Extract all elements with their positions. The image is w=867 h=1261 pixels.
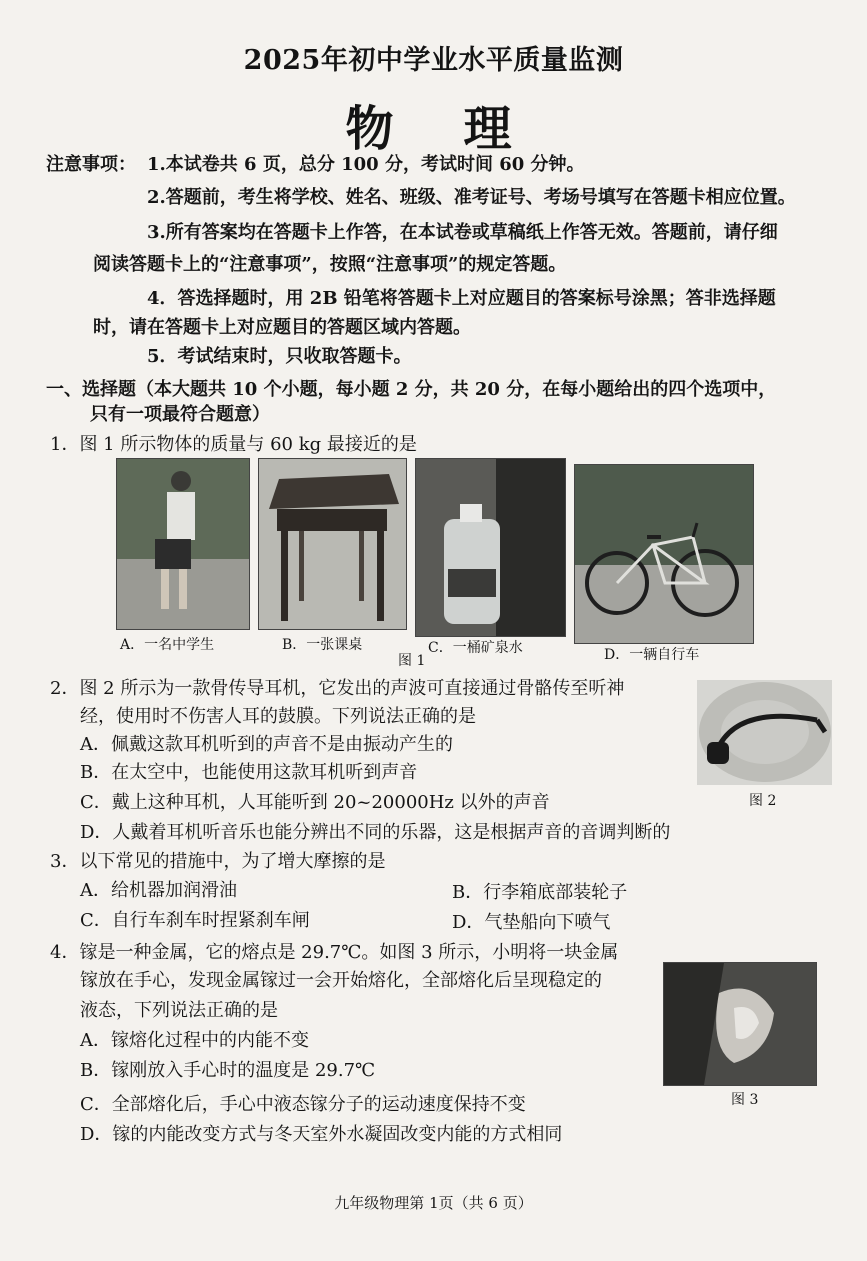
q2-option-d: D．人戴着耳机听音乐也能分辨出不同的乐器，这是根据声音的音调判断的 (80, 822, 671, 843)
q4-stem-cont-1: 镓放在手心，发现金属镓过一会开始熔化，全部熔化后呈现稳定的 (80, 970, 602, 991)
page-footer: 九年级物理第 1页（共 6 页） (334, 1194, 533, 1212)
note-5: 5．考试结束时，只收取答题卡。 (147, 346, 412, 367)
q3-option-a: A．给机器加润滑油 (80, 880, 237, 901)
headphone-image (697, 680, 832, 785)
bicycle-photo (574, 464, 754, 644)
q2-option-a: A．佩戴这款耳机听到的声音不是由振动产生的 (80, 734, 453, 755)
subject-title: 物理 (345, 101, 582, 157)
q4-stem: 4．镓是一种金属，它的熔点是 29.7℃。如图 3 所示，小明将一块金属 (50, 942, 619, 963)
q4-stem-cont-2: 液态，下列说法正确的是 (80, 1000, 278, 1021)
q4-option-c: C．全部熔化后，手心中液态镓分子的运动速度保持不变 (80, 1094, 526, 1115)
gallium-photo (663, 962, 817, 1086)
figure-1-label: 图 1 (398, 653, 426, 669)
q1-stem: 1．图 1 所示物体的质量与 60 kg 最接近的是 (50, 434, 417, 455)
q1-option-c: C．一桶矿泉水 (428, 640, 523, 656)
desk-photo (258, 458, 407, 630)
notes-label: 注意事项： (46, 154, 136, 175)
figure-2-label: 图 2 (749, 793, 777, 809)
student-image (117, 459, 249, 629)
q3-option-c: C．自行车刹车时捏紧刹车闸 (80, 910, 310, 931)
note-1: 1.本试卷共 6 页，总分 100 分，考试时间 60 分钟。 (147, 154, 585, 175)
water-bottle-photo (415, 458, 566, 637)
note-3: 3.所有答案均在答题卡上作答，在本试卷或草稿纸上作答无效。答题前，请仔细 (147, 222, 778, 243)
q1-option-d: D．一辆自行车 (604, 647, 700, 663)
q4-option-d: D．镓的内能改变方式与冬天室外水凝固改变内能的方式相同 (80, 1124, 563, 1145)
q4-option-a: A．镓熔化过程中的内能不变 (80, 1030, 309, 1051)
q3-stem: 3．以下常见的措施中，为了增大摩擦的是 (50, 851, 386, 872)
q3-option-b: B．行李箱底部装轮子 (452, 882, 628, 903)
q1-option-b: B．一张课桌 (282, 637, 363, 653)
water-bottle-image (416, 459, 565, 636)
headphone-photo (697, 680, 832, 785)
figure-3-label: 图 3 (731, 1092, 759, 1108)
section-heading: 一、选择题（本大题共 10 个小题，每小题 2 分，共 20 分，在每小题给出的四个选项中， (46, 379, 777, 400)
desk-image (259, 459, 406, 629)
q1-option-a: A．一名中学生 (120, 637, 215, 653)
note-4-cont: 时，请在答题卡上对应题目的答题区域内答题。 (93, 317, 471, 338)
section-heading-cont: 只有一项最符合题意） (90, 404, 270, 425)
q4-option-b: B．镓刚放入手心时的温度是 29.7℃ (80, 1060, 376, 1081)
exam-title: 2025年初中学业水平质量监测 (243, 45, 624, 76)
bicycle-image (575, 465, 753, 643)
q3-option-d: D．气垫船向下喷气 (452, 912, 611, 933)
note-4: 4．答选择题时，用 2B 铅笔将答题卡上对应题目的答案标号涂黑；答非选择题 (147, 288, 776, 309)
note-3-cont: 阅读答题卡上的“注意事项”，按照“注意事项”的规定答题。 (93, 254, 567, 275)
q2-option-b: B．在太空中，也能使用这款耳机听到声音 (80, 762, 418, 783)
q2-stem-cont: 经，使用时不伤害人耳的鼓膜。下列说法正确的是 (80, 706, 476, 727)
gallium-image (664, 963, 816, 1085)
q2-option-c: C．戴上这种耳机，人耳能听到 20~20000Hz 以外的声音 (80, 792, 550, 813)
q2-stem: 2．图 2 所示为一款骨传导耳机，它发出的声波可直接通过骨骼传至听神 (50, 678, 625, 699)
note-2: 2.答题前，考生将学校、姓名、班级、准考证号、考场号填写在答题卡相应位置。 (147, 187, 796, 208)
student-photo (116, 458, 250, 630)
